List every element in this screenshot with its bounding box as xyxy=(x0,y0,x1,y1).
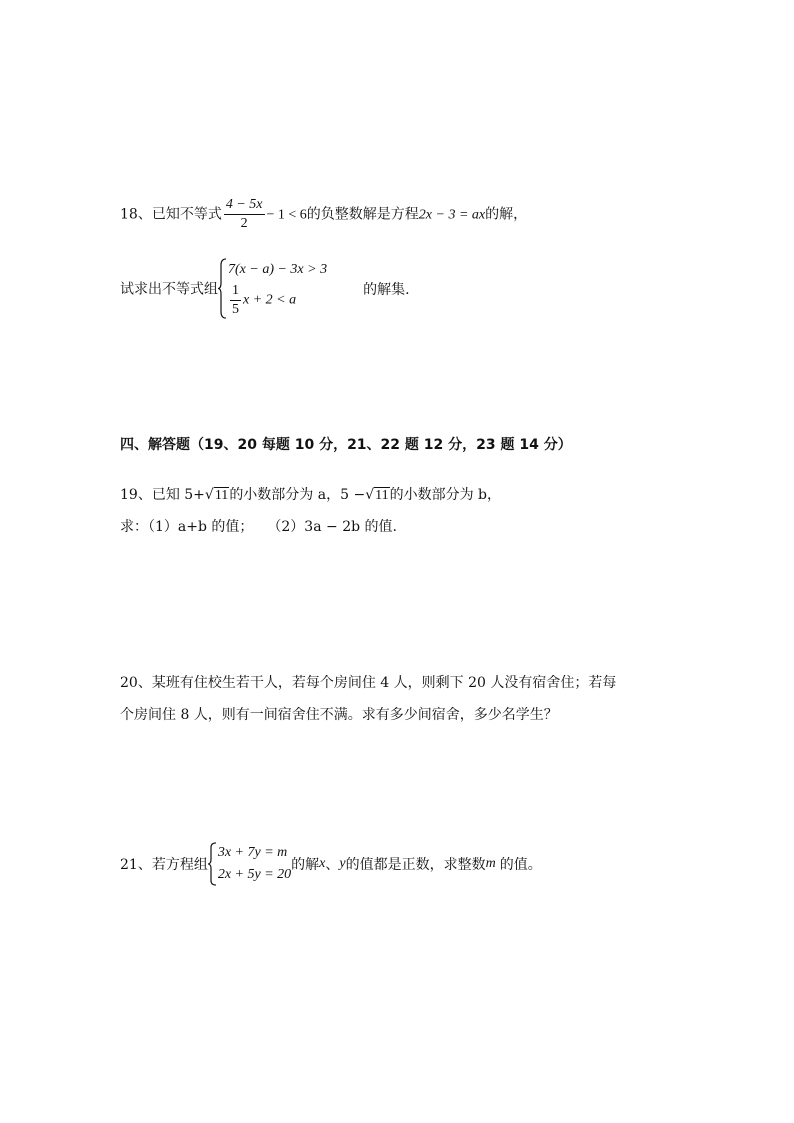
q18-line1 xyxy=(120,196,527,233)
left-brace-icon xyxy=(208,842,217,886)
section-heading: 四、解答题（19、20 每题 10 分，21、22 题 12 分，23 题 14 分） xyxy=(120,437,572,453)
q18-sys-row2 xyxy=(228,282,327,319)
q18-sys-frac xyxy=(230,282,241,319)
q18-frac-den: 2 xyxy=(240,216,248,231)
q18-sys-row1: 7(x − a) − 3x > 3 xyxy=(228,262,328,277)
q19-line1 xyxy=(120,484,501,504)
q18-sys-frac-num: 1 xyxy=(230,282,241,301)
q18-sys-frac-den: 5 xyxy=(232,302,239,317)
q18-after-frac: − 1 < 6 xyxy=(266,207,307,223)
q18-equation: 2x − 3 = ax xyxy=(418,207,486,223)
q18-prefix: 18、已知不等式 xyxy=(120,206,222,223)
q21-mid1: 的解 xyxy=(291,857,320,873)
q18-fraction xyxy=(224,196,265,233)
q19-sqrt2 xyxy=(365,487,389,504)
q19-radicand1: 11 xyxy=(214,488,229,503)
q21-suffix: 的值。 xyxy=(499,857,542,873)
q21-var-x: x xyxy=(319,856,326,871)
q21-row1: 3x + 7y = m xyxy=(217,845,288,860)
q18-inequality-system xyxy=(218,258,327,319)
sqrt-icon: √ xyxy=(204,487,214,503)
q18-line2 xyxy=(120,258,410,319)
q20-line1: 20、某班有住校生若干人，若每个房间住 4 人，则剩下 20 人没有宿舍住；若每 xyxy=(120,675,617,691)
q21-equation-system xyxy=(208,842,291,886)
q18-line2-prefix: 试求出不等式组 xyxy=(120,281,218,298)
q19-part1: 19、已知 5+ xyxy=(120,487,205,503)
q18-frac-num: 4 − 5x xyxy=(224,196,265,215)
q19-radicand2: 11 xyxy=(375,488,389,503)
q21-sep: 、 xyxy=(325,857,340,873)
q20-line2: 个房间住 8 人，则有一间宿舍住不满。求有多少间宿舍，多少名学生？ xyxy=(120,707,558,723)
q21-mid2: 的值都是正数，求整数 xyxy=(345,857,486,873)
q21-var-y: y xyxy=(339,856,346,871)
sqrt-icon: √ xyxy=(365,487,375,503)
q21-var-m: m xyxy=(485,856,496,871)
left-brace-icon xyxy=(218,258,227,319)
q21-line xyxy=(120,842,542,886)
q18-suffix: 的解， xyxy=(485,206,528,223)
q18-line2-suffix: 的解集. xyxy=(363,281,410,298)
q21-row2: 2x + 5y = 20 xyxy=(217,867,292,882)
q18-sys-row2-rest: x + 2 < a xyxy=(243,292,297,308)
q21-prefix: 21、若方程组 xyxy=(120,857,208,873)
q18-mid: 的负整数解是方程 xyxy=(306,206,419,223)
q19-sqrt1 xyxy=(205,487,229,504)
q19-line2: 求：（1）a+b 的值； （2）3a − 2b 的值. xyxy=(120,519,397,535)
q19-part3: 的小数部分为 b， xyxy=(389,487,502,503)
q19-part2: 的小数部分为 a，5 − xyxy=(229,487,366,503)
